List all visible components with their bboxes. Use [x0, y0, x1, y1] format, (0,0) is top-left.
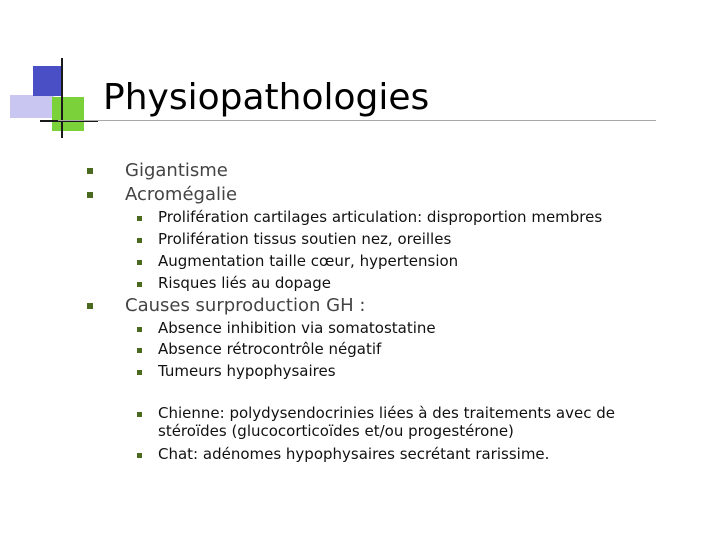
sub-bullet [137, 404, 638, 440]
sub-bullet-text: Absence inhibition via somatostatine [158, 319, 436, 337]
sub-bullet-marker [137, 282, 142, 287]
sub-bullet [137, 208, 602, 227]
bullet-marker [87, 192, 93, 198]
sub-bullet-text: Tumeurs hypophysaires [158, 362, 336, 380]
bullet-acromegalie [87, 184, 237, 206]
bullet-marker [87, 168, 93, 174]
sub-bullet [137, 230, 451, 249]
sub-bullet-text: Augmentation taille cœur, hypertension [158, 252, 459, 270]
sub-bullet-marker [137, 453, 142, 458]
sub-bullet [137, 340, 381, 359]
sub-bullet-text: Prolifération cartilages articulation: disproportion membres [158, 208, 603, 226]
sub-bullet-text: Chienne: polydysendocrinies liées à des traitements avec de stéroïdes (glucocorticoïdes et/ou progestérone) [158, 404, 615, 440]
sub-bullet [137, 274, 331, 293]
sub-bullet [137, 252, 458, 271]
sub-bullet-marker [137, 327, 142, 332]
bullet-text: Gigantisme [125, 160, 228, 181]
sub-bullet-marker [137, 260, 142, 265]
sub-bullet-marker [137, 238, 142, 243]
bullet-causes [87, 295, 365, 317]
sub-bullet-text: Prolifération tissus soutien nez, oreilles [158, 230, 452, 248]
sub-bullet [137, 319, 436, 338]
sub-bullet-text: Risques liés au dopage [158, 274, 332, 292]
sub-bullet [137, 445, 549, 464]
bullet-text: Causes surproduction GH : [125, 295, 366, 316]
bullet-marker [87, 303, 93, 309]
slide-title: Physiopathologies [103, 77, 430, 118]
sub-bullet [137, 362, 336, 381]
bullet-gigantisme [87, 160, 228, 182]
sub-bullet-marker [137, 370, 142, 375]
sub-bullet-text: Absence rétrocontrôle négatif [158, 340, 382, 358]
bullet-text: Acromégalie [125, 184, 238, 205]
sub-bullet-marker [137, 412, 142, 417]
sub-bullet-marker [137, 348, 142, 353]
sub-bullet-marker [137, 216, 142, 221]
sub-bullet-text: Chat: adénomes hypophysaires secrétant rarissime. [158, 445, 550, 463]
